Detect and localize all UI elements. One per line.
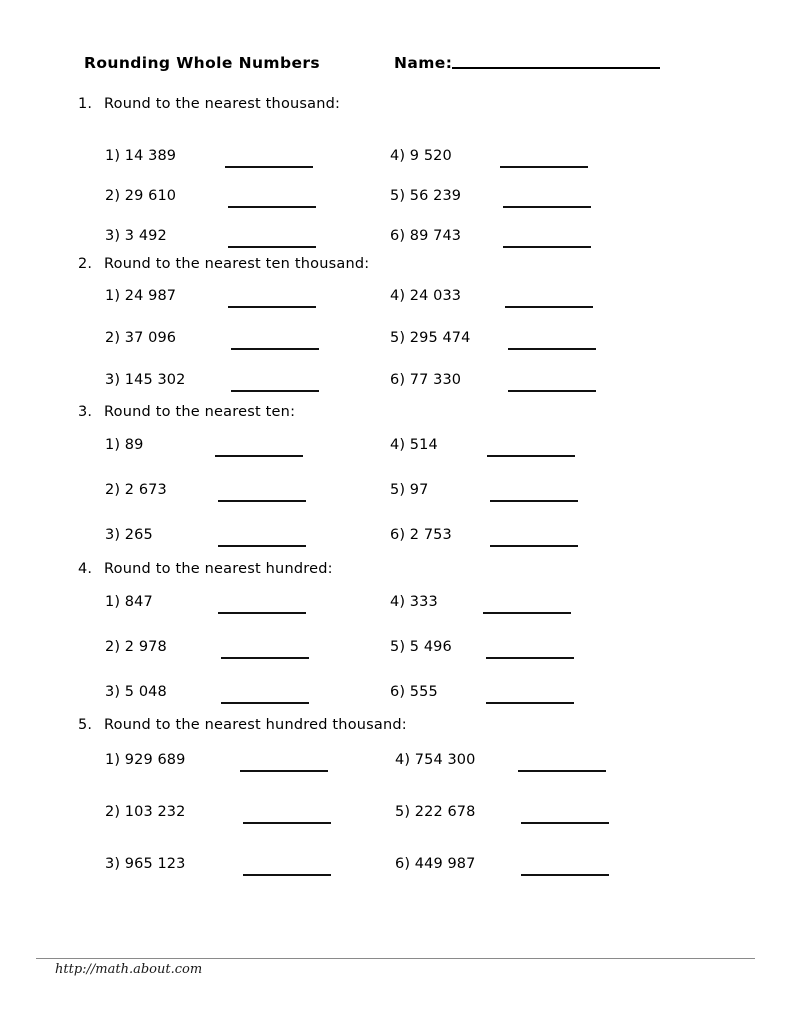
problem-label: 4) 754 300: [395, 752, 476, 768]
problem-6: [390, 527, 452, 543]
problem-label: 5) 222 678: [395, 804, 476, 820]
section-number: 5.: [78, 717, 93, 733]
problem-6: [390, 228, 461, 244]
section-heading: [78, 404, 295, 420]
answer-blank-2[interactable]: [218, 500, 306, 502]
problem-3: [105, 684, 167, 700]
section-heading: [78, 96, 340, 112]
problem-label: 3) 5 048: [105, 684, 167, 700]
problem-label: 2) 103 232: [105, 804, 186, 820]
answer-blank-6[interactable]: [486, 702, 574, 704]
answer-blank-3[interactable]: [231, 390, 319, 392]
problem-label: 5) 97: [390, 482, 429, 498]
problem-label: 3) 965 123: [105, 856, 186, 872]
section-instruction: Round to the nearest ten:: [104, 404, 296, 420]
answer-blank-5[interactable]: [521, 822, 609, 824]
problem-row: [0, 330, 791, 354]
problem-5: [395, 804, 475, 820]
problem-row: [0, 188, 791, 212]
section-number: 4.: [78, 561, 93, 577]
problem-3: [105, 527, 153, 543]
problem-label: 1) 89: [105, 437, 144, 453]
problem-row: [0, 527, 791, 551]
problem-row: [0, 288, 791, 312]
problem-label: 5) 295 474: [390, 330, 471, 346]
section-number: 2.: [78, 256, 93, 272]
answer-blank-4[interactable]: [505, 306, 593, 308]
problem-row: [0, 804, 791, 828]
answer-blank-4[interactable]: [487, 455, 575, 457]
section-heading: [78, 561, 333, 577]
problem-2: [105, 330, 176, 346]
answer-blank-3[interactable]: [218, 545, 306, 547]
problem-label: 1) 14 389: [105, 148, 177, 164]
answer-blank-6[interactable]: [508, 390, 596, 392]
section-instruction: Round to the nearest hundred:: [104, 561, 333, 577]
problem-6: [395, 856, 475, 872]
section-instruction: Round to the nearest hundred thousand:: [104, 717, 407, 733]
answer-blank-2[interactable]: [243, 822, 331, 824]
answer-blank-3[interactable]: [243, 874, 331, 876]
problem-4: [390, 288, 461, 304]
problem-label: 6) 2 753: [390, 527, 452, 543]
section-instruction: Round to the nearest ten thousand:: [104, 256, 370, 272]
problem-row: [0, 639, 791, 663]
worksheet-header: [0, 54, 791, 84]
problem-1: [105, 594, 153, 610]
footer-divider: [36, 958, 755, 959]
problem-5: [390, 330, 470, 346]
name-input-line[interactable]: [452, 67, 660, 69]
problem-3: [105, 856, 185, 872]
problem-label: 2) 29 610: [105, 188, 177, 204]
problem-label: 6) 449 987: [395, 856, 476, 872]
problem-3: [105, 372, 185, 388]
page-title: Rounding Whole Numbers: [84, 54, 321, 72]
problem-5: [390, 639, 452, 655]
problem-label: 1) 929 689: [105, 752, 186, 768]
answer-blank-1[interactable]: [215, 455, 303, 457]
problem-label: 6) 555: [390, 684, 438, 700]
problem-label: 5) 56 239: [390, 188, 462, 204]
answer-blank-1[interactable]: [240, 770, 328, 772]
problem-5: [390, 482, 428, 498]
problem-4: [395, 752, 475, 768]
problem-1: [105, 148, 176, 164]
problem-1: [105, 437, 143, 453]
answer-blank-1[interactable]: [218, 612, 306, 614]
problem-row: [0, 684, 791, 708]
problem-row: [0, 482, 791, 506]
problem-row: [0, 372, 791, 396]
problem-label: 5) 5 496: [390, 639, 452, 655]
problem-2: [105, 639, 167, 655]
problem-label: 4) 24 033: [390, 288, 462, 304]
section-heading: [78, 717, 407, 733]
problem-label: 6) 77 330: [390, 372, 462, 388]
problem-row: [0, 594, 791, 618]
section-heading: [78, 256, 369, 272]
section-number: 3.: [78, 404, 93, 420]
problem-4: [390, 148, 452, 164]
problem-4: [390, 594, 438, 610]
answer-blank-6[interactable]: [490, 545, 578, 547]
answer-blank-3[interactable]: [228, 246, 316, 248]
name-label: Name:: [394, 54, 453, 72]
answer-blank-2[interactable]: [228, 206, 316, 208]
answer-blank-1[interactable]: [228, 306, 316, 308]
answer-blank-4[interactable]: [483, 612, 571, 614]
answer-blank-4[interactable]: [518, 770, 606, 772]
problem-label: 3) 3 492: [105, 228, 167, 244]
answer-blank-1[interactable]: [225, 166, 313, 168]
answer-blank-4[interactable]: [500, 166, 588, 168]
problem-6: [390, 684, 438, 700]
problem-row: [0, 148, 791, 172]
problem-label: 2) 37 096: [105, 330, 177, 346]
answer-blank-6[interactable]: [503, 246, 591, 248]
problem-label: 1) 24 987: [105, 288, 177, 304]
answer-blank-5[interactable]: [486, 657, 574, 659]
problem-5: [390, 188, 461, 204]
problem-1: [105, 752, 185, 768]
problem-label: 4) 333: [390, 594, 438, 610]
problem-row: [0, 228, 791, 252]
answer-blank-5[interactable]: [503, 206, 591, 208]
problem-6: [390, 372, 461, 388]
name-field-group: [394, 54, 660, 72]
problem-4: [390, 437, 438, 453]
answer-blank-5[interactable]: [508, 348, 596, 350]
problem-2: [105, 804, 185, 820]
problem-label: 3) 265: [105, 527, 153, 543]
section-number: 1.: [78, 96, 93, 112]
problem-label: 3) 145 302: [105, 372, 186, 388]
problem-row: [0, 752, 791, 776]
answer-blank-2[interactable]: [221, 657, 309, 659]
problem-label: 6) 89 743: [390, 228, 462, 244]
problem-1: [105, 288, 176, 304]
problem-2: [105, 188, 176, 204]
section-instruction: Round to the nearest thousand:: [104, 96, 341, 112]
answer-blank-3[interactable]: [221, 702, 309, 704]
problem-row: [0, 437, 791, 461]
problem-label: 2) 2 673: [105, 482, 167, 498]
problem-label: 4) 514: [390, 437, 438, 453]
problem-label: 1) 847: [105, 594, 153, 610]
problem-label: 2) 2 978: [105, 639, 167, 655]
problem-row: [0, 856, 791, 880]
problem-2: [105, 482, 167, 498]
answer-blank-5[interactable]: [490, 500, 578, 502]
answer-blank-2[interactable]: [231, 348, 319, 350]
answer-blank-6[interactable]: [521, 874, 609, 876]
footer-source-url: http://math.about.com: [55, 962, 203, 977]
problem-3: [105, 228, 167, 244]
problem-label: 4) 9 520: [390, 148, 452, 164]
